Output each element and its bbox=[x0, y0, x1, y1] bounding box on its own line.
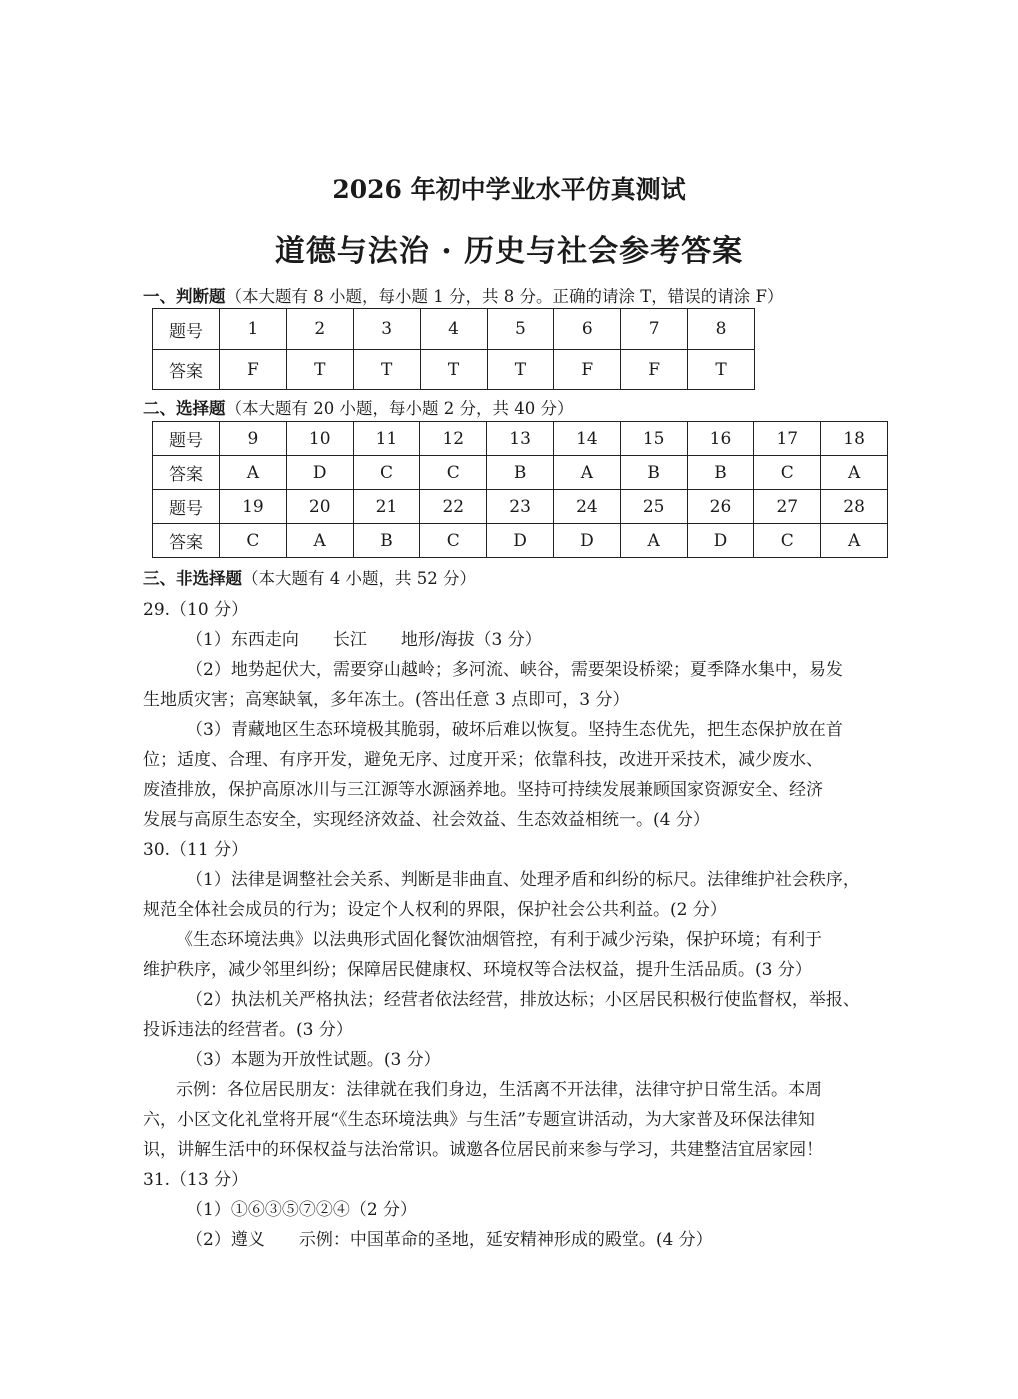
true-false-answer-table bbox=[152, 308, 755, 390]
answer-cell: T bbox=[487, 350, 554, 390]
question-number: 4 bbox=[420, 309, 487, 350]
question-number: 22 bbox=[420, 490, 487, 524]
question-number: 16 bbox=[687, 422, 754, 456]
exam-subtitle: 道德与法治 · 历史与社会参考答案 bbox=[274, 234, 744, 269]
question-number: 10 bbox=[286, 422, 353, 456]
question-31-header: 31.（13 分） bbox=[143, 1170, 249, 1190]
section-2-title: 二、选择题 bbox=[143, 399, 226, 418]
answer-cell: D bbox=[487, 524, 554, 558]
answer-cell: C bbox=[353, 456, 420, 490]
question-number: 2 bbox=[286, 309, 353, 350]
answer-cell: A bbox=[220, 456, 287, 490]
answer-line: 示例：各位居民朋友：法律就在我们身边，生活离不开法律，法律守护日常生活。本周 bbox=[176, 1080, 822, 1100]
answer-cell: F bbox=[220, 350, 287, 390]
question-29-header: 29.（10 分） bbox=[143, 600, 249, 620]
answer-cell: T bbox=[286, 350, 353, 390]
row-label: 题号 bbox=[153, 309, 220, 350]
answer-line: 规范全体社会成员的行为；设定个人权利的界限，保护社会公共利益。(2 分） bbox=[143, 900, 727, 920]
answer-cell: D bbox=[286, 456, 353, 490]
answer-line: 六，小区文化礼堂将开展“《生态环境法典》与生活”专题宣讲活动，为大家普及环保法律知 bbox=[143, 1110, 815, 1130]
answer-line: （3）本题为开放性试题。(3 分） bbox=[186, 1050, 441, 1070]
question-number: 23 bbox=[487, 490, 554, 524]
question-number-row bbox=[153, 422, 888, 456]
answer-cell: C bbox=[420, 456, 487, 490]
question-number: 12 bbox=[420, 422, 487, 456]
answer-cell: T bbox=[688, 350, 755, 390]
question-number: 5 bbox=[487, 309, 554, 350]
answer-cell: B bbox=[687, 456, 754, 490]
answer-cell: D bbox=[687, 524, 754, 558]
answer-line: （1）①⑥③⑤⑦②④（2 分） bbox=[186, 1200, 418, 1220]
question-number: 3 bbox=[353, 309, 420, 350]
row-label: 答案 bbox=[153, 456, 220, 490]
row-label: 题号 bbox=[153, 490, 220, 524]
row-label: 答案 bbox=[153, 350, 220, 390]
answer-line: （2）遵义 示例：中国革命的圣地，延安精神形成的殿堂。(4 分） bbox=[186, 1230, 713, 1250]
answer-cell: F bbox=[621, 350, 688, 390]
question-number: 8 bbox=[688, 309, 755, 350]
section-2-heading bbox=[143, 395, 573, 419]
section-1-title: 一、判断题 bbox=[143, 287, 226, 306]
question-number: 20 bbox=[286, 490, 353, 524]
answer-cell: C bbox=[220, 524, 287, 558]
question-number: 18 bbox=[821, 422, 888, 456]
answer-cell: F bbox=[554, 350, 621, 390]
answer-cell: T bbox=[420, 350, 487, 390]
answer-line: 废渣排放，保护高原冰川与三江源等水源涵养地。坚持可持续发展兼顾国家资源安全、经济 bbox=[143, 780, 823, 800]
answer-cell: B bbox=[353, 524, 420, 558]
question-number: 9 bbox=[220, 422, 287, 456]
answer-line: 识，讲解生活中的环保权益与法治常识。诚邀各位居民前来参与学习，共建整洁宜居家园！ bbox=[143, 1140, 823, 1160]
answer-line: （1）东西走向 长江 地形/海拔（3 分） bbox=[186, 630, 542, 650]
question-number: 13 bbox=[487, 422, 554, 456]
answer-cell: D bbox=[553, 524, 620, 558]
question-number: 15 bbox=[620, 422, 687, 456]
question-number: 25 bbox=[620, 490, 687, 524]
answer-line: 生地质灾害；高寒缺氧，多年冻土。(答出任意 3 点即可，3 分） bbox=[143, 690, 630, 710]
question-30-header: 30.（11 分） bbox=[143, 840, 249, 860]
question-number: 21 bbox=[353, 490, 420, 524]
section-3-note: （本大题有 4 小题，共 52 分） bbox=[242, 569, 476, 588]
answer-line: 《生态环境法典》以法典形式固化餐饮油烟管控，有利于减少污染，保护环境；有利于 bbox=[176, 930, 822, 950]
answer-cell: A bbox=[620, 524, 687, 558]
answer-cell: B bbox=[620, 456, 687, 490]
question-number: 28 bbox=[821, 490, 888, 524]
answer-cell: A bbox=[821, 524, 888, 558]
answer-line: （1）法律是调整社会关系、判断是非曲直、处理矛盾和纠纷的标尺。法律维护社会秩序， bbox=[186, 870, 860, 890]
answer-row bbox=[153, 350, 755, 390]
answer-line: （2）执法机关严格执法；经营者依法经营，排放达标；小区居民积极行使监督权，举报、 bbox=[186, 990, 860, 1010]
question-number: 17 bbox=[754, 422, 821, 456]
row-label: 题号 bbox=[153, 422, 220, 456]
section-1-note: （本大题有 8 小题，每小题 1 分，共 8 分。正确的请涂 T，错误的请涂 F） bbox=[225, 287, 784, 306]
question-number: 27 bbox=[754, 490, 821, 524]
question-number: 1 bbox=[220, 309, 287, 350]
question-number: 7 bbox=[621, 309, 688, 350]
section-1-heading bbox=[143, 283, 783, 307]
answer-cell: T bbox=[353, 350, 420, 390]
answer-row bbox=[153, 524, 888, 558]
answer-line: 维护秩序，减少邻里纠纷；保障居民健康权、环境权等合法权益，提升生活品质。(3 分） bbox=[143, 960, 812, 980]
section-2-note: （本大题有 20 小题，每小题 2 分，共 40 分） bbox=[225, 399, 574, 418]
exam-title: 2026 年初中学业水平仿真测试 bbox=[332, 175, 686, 204]
answer-row bbox=[153, 456, 888, 490]
question-number: 19 bbox=[220, 490, 287, 524]
answer-cell: A bbox=[821, 456, 888, 490]
answer-line: 发展与高原生态安全，实现经济效益、社会效益、生态效益相统一。(4 分） bbox=[143, 810, 710, 830]
answer-cell: C bbox=[420, 524, 487, 558]
question-number: 26 bbox=[687, 490, 754, 524]
question-number-row bbox=[153, 309, 755, 350]
row-label: 答案 bbox=[153, 524, 220, 558]
answer-cell: C bbox=[754, 524, 821, 558]
answer-line: （2）地势起伏大，需要穿山越岭；多河流、峡谷，需要架设桥梁；夏季降水集中，易发 bbox=[186, 660, 843, 680]
answer-line: 投诉违法的经营者。(3 分） bbox=[143, 1020, 353, 1040]
section-3-title: 三、非选择题 bbox=[143, 569, 242, 588]
answer-cell: B bbox=[487, 456, 554, 490]
answer-line: 位；适度、合理、有序开发，避免无序、过度开采；依靠科技，改进开采技术，减少废水、 bbox=[143, 750, 823, 770]
section-3-heading bbox=[143, 565, 476, 589]
question-number-row bbox=[153, 490, 888, 524]
question-number: 6 bbox=[554, 309, 621, 350]
answer-cell: A bbox=[553, 456, 620, 490]
question-number: 24 bbox=[553, 490, 620, 524]
answer-cell: A bbox=[286, 524, 353, 558]
answer-line: （3）青藏地区生态环境极其脆弱，破坏后难以恢复。坚持生态优先，把生态保护放在首 bbox=[186, 720, 843, 740]
multiple-choice-answer-table bbox=[152, 421, 888, 558]
answer-cell: C bbox=[754, 456, 821, 490]
question-number: 14 bbox=[553, 422, 620, 456]
question-number: 11 bbox=[353, 422, 420, 456]
